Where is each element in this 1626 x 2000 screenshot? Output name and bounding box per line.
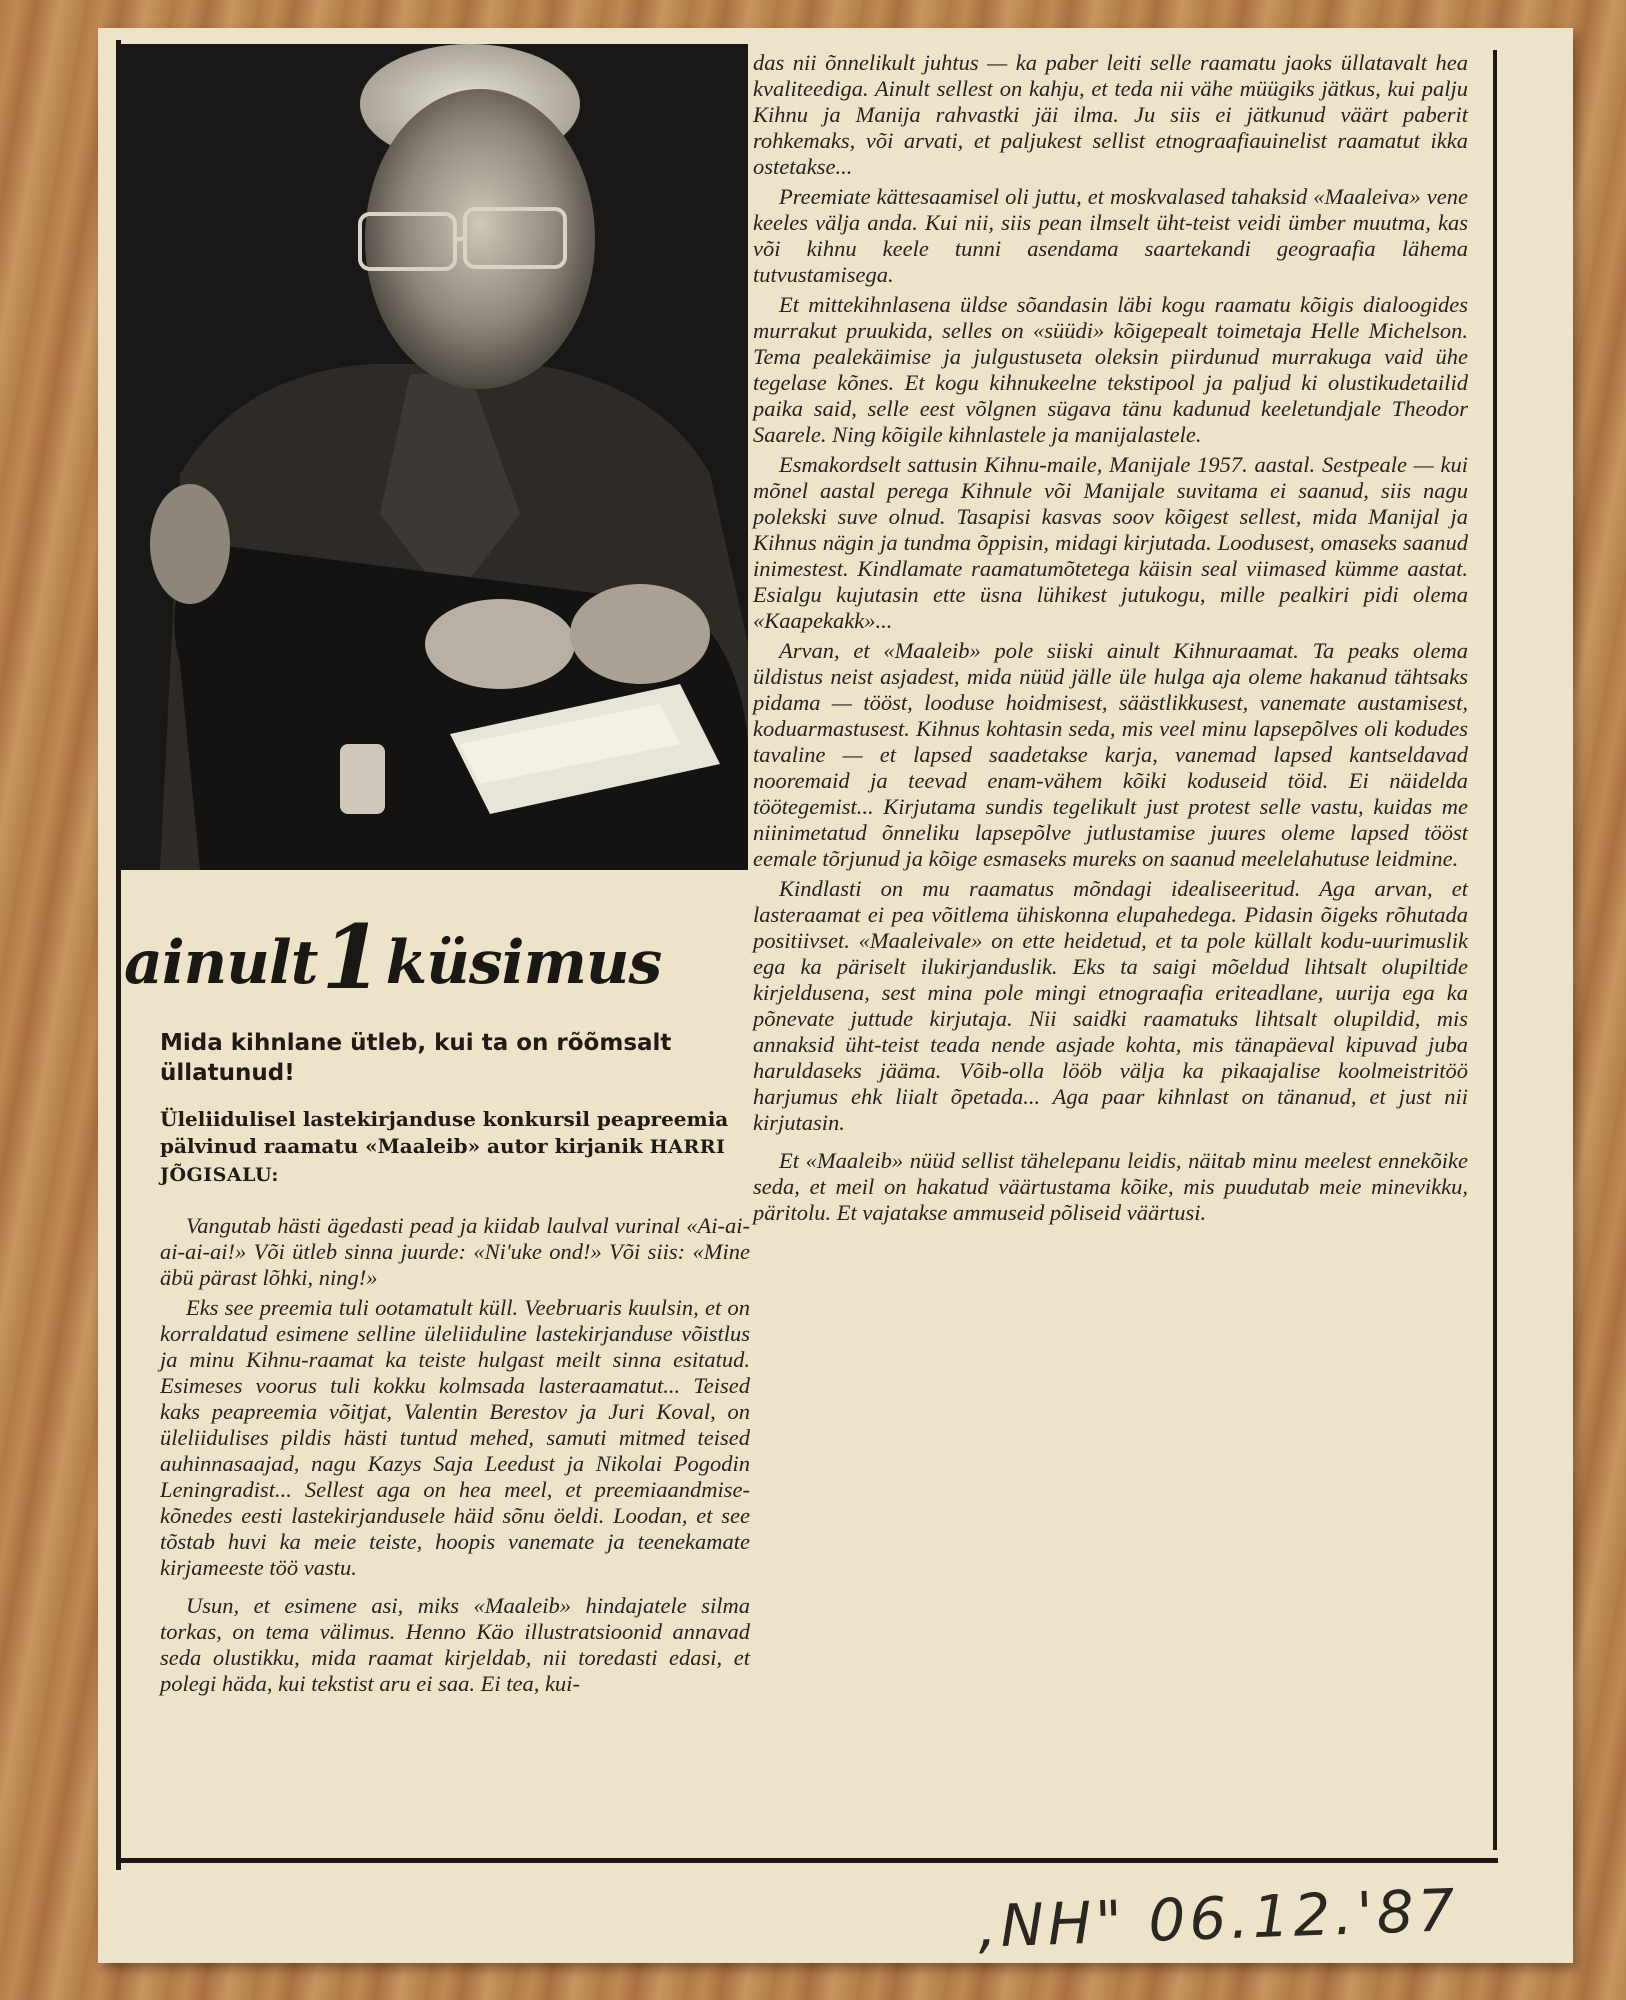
article-paragraph: Vangutab hästi ägedasti pead ja kiidab laulval vurinal «Ai-ai-ai-ai-ai!» Või ütleb sinna juurde: «Ni'uke ond!» Või siis: «Mine äbü pärast lõhki, ning!» [160, 1213, 750, 1290]
article-paragraph: Et mittekihnlasena üldse sõandasin läbi kogu raamatu kõigis dialoogides murrakut pruukida, selles on «süüdi» kõigepealt toimetaja Helle Michelson. Tema pealekäimise ja julgustuseta oleksin piirdunud murrakuga vaid ühe tegelase kõnes. Et kogu kihnukeelne tekstipool ja paljud ki olustikudetailid paika said, selle eest võlgnen sügava tänu kadunud keeletundjale Theodor Saarele. Ning kõigile kihnlastele ja manijalastele. [753, 292, 1468, 447]
newspaper-clipping [98, 28, 1573, 1963]
article-paragraph: Et «Maaleib» nüüd sellist tähelepanu leidis, näitab minu meelest ennekõike seda, et meil on hakatud väärtustama kõike, mis puudutab meie minevikku, päritolu. Et vajatakse ammuseid põliseid väärtusi. [753, 1148, 1468, 1225]
handwritten-date-note: ,NH" 06.12.'87 [976, 1876, 1460, 1961]
article-paragraph: Preemiate kättesaamisel oli juttu, et moskvalased tahaksid «Maaleiva» vene keeles välja anda. Kui nii, siis pean ilmselt üht-teist veidi ümber muutma, kas või kihnu keele tunni asendama saartekandi geograafia lähema tutvustamisega. [753, 184, 1468, 287]
lede-question: Mida kihnlane ütleb, kui ta on rõõmsalt üllatunud! [160, 1030, 672, 1086]
author-name: HARRI JÕGISALU: [160, 1136, 726, 1186]
right-text-column [753, 50, 1468, 1230]
article-paragraph: Usun, et esimene asi, miks «Maaleib» hindajatele silma torkas, on tema välimus. Henno Käo illustratsioonid annavad seda olustikku, mida raamat kirjeldab, nii toredasti edasi, et polegi häda, kui tekstist aru ei saa. Ei tea, kui- [160, 1593, 750, 1696]
author-portrait-illustration [120, 44, 748, 870]
headline-word-ainult: ainult [124, 928, 318, 998]
headline-number: 1 [321, 905, 382, 1009]
article-paragraph: Eks see preemia tuli ootamatult küll. Veebruaris kuulsin, et on korraldatud esimene selline üleliiduline lastekirjanduse võistlus ja minu Kihnu-raamat ka teiste hulgast meilt sinna esitatud. Esimeses voorus tuli kokku kolmsada lasteraamatut... Teised kaks peapreemia võitjat, Valentin Berestov ja Juri Koval, on üleliidulises pildis hästi tuntud mehed, samuti mitmed teised auhinnasaajad, nagu Kazys Saja Leedust ja Nikolai Pogodin Leningradist... Sellest aga on hea meel, et preemiaandmise-kõnedes eesti lastekirjandusele häid sõnu öeldi. Loodan, et see tõstab huvi ka meie teiste, hoopis vanemate ja teenekamate kirjameeste töö vastu. [160, 1295, 750, 1580]
headline [124, 905, 764, 1018]
headline-word-kusimus: küsimus [385, 928, 662, 998]
article-paragraph: Arvan, et «Maaleib» pole siiski ainult Kihnuraamat. Ta peaks olema üldistus neist asjadest, mida nüüd jälle üle hulga aja oleme hakanud tähtsaks pidama — tööst, looduse hoidmisest, säästlikkusest, vanemate austamisest, koduarmastusest. Kihnus kohtasin seda, mis veel minu lapsepõlves oli kodudes tavaline — et lapsed saadetakse karja, vanemad lapsed kantseldavad nooremaid ja teevad enam-vähem kõiki koduseid töid. Ei näidelda töötegemist... Kirjutama sundis tegelikult just protest selle vastu, kuidas me niinimetatud õnneliku lapsepõlve jutlustamise juures oleme lapsed tööst eemale tõrjunud ja kõige esmaseks mureks on saanud meelelahutuse leidmine. [753, 638, 1468, 871]
article-paragraph: Esmakordselt sattusin Kihnu-maile, Manijale 1957. aastal. Sestpeale — kui mõnel aastal perega Kihnule või Manijale suvitama ei saanud, siis nagu polekski suve olnud. Tasapisi kasvas soov kõigest sellest, mida Manijal ja Kihnus nägin ja tundma õppisin, midagi kirjutada. Loodusest, omaseks saanud inimestest. Kindlamate raamatumõtetega käisin seal viimased kümme aastat. Esialgu kujutasin ette üsna lühikest jutukogu, mille pealkiri pidi olema «Kaapekakk»... [753, 452, 1468, 633]
article-paragraph: das nii õnnelikult juhtus — ka paber leiti selle raamatu jaoks üllatavalt hea kvaliteediga. Ainult sellest on kahju, et teda nii vähe müügiks jätkus, kui palju Kihnu ja Manija rahvastki jäi ilma. Ju siis ei jätkunud väärt paberit rohkemaks, või arvati, et paljukest sellist etnograafiauinelist raamatut ikka ostetakse... [753, 50, 1468, 179]
frame-rule-bottom [118, 1858, 1498, 1863]
intro-text: Üleliidulisel lastekirjanduse konkursil peapreemia pälvinud raamatu «Maaleib» autor kirjanik [160, 1107, 729, 1158]
article-paragraph: Kindlasti on mu raamatus mõndagi idealiseeritud. Aga arvan, et lasteraamat ei pea võitlema ühiskonna elupahedega. Pidasin õigeks rõhutada positiivset. «Maaleivale» on ette heidetud, et ta pole küllalt kodu-uurimuslik ega ka päriselt ilukirjanduslik. Eks ta saigi mõeldud lihtsalt olupiltide kirjeldusena, sest mina pole mingi etnograafia eriteadlane, uurija ega ka põnevate juttude kirjutaja. Nii saidki raamatuks lihtsalt olupildid, mis annaksid üht-teist teada nende asjade kohta, mis tänapäeval kipuvad juba haruldaseks jääma. Võib-olla lööb välja ka pikaajalise koolmeistritöö harjumus ehk liialt õpetada... Aga paar kihnlast on tänanud, et just nii kirjutasin. [753, 876, 1468, 1135]
frame-rule-right [1493, 50, 1497, 1850]
left-text-column [160, 1213, 750, 1701]
author-portrait-photo [120, 44, 748, 870]
intro-paragraph [160, 1106, 760, 1189]
